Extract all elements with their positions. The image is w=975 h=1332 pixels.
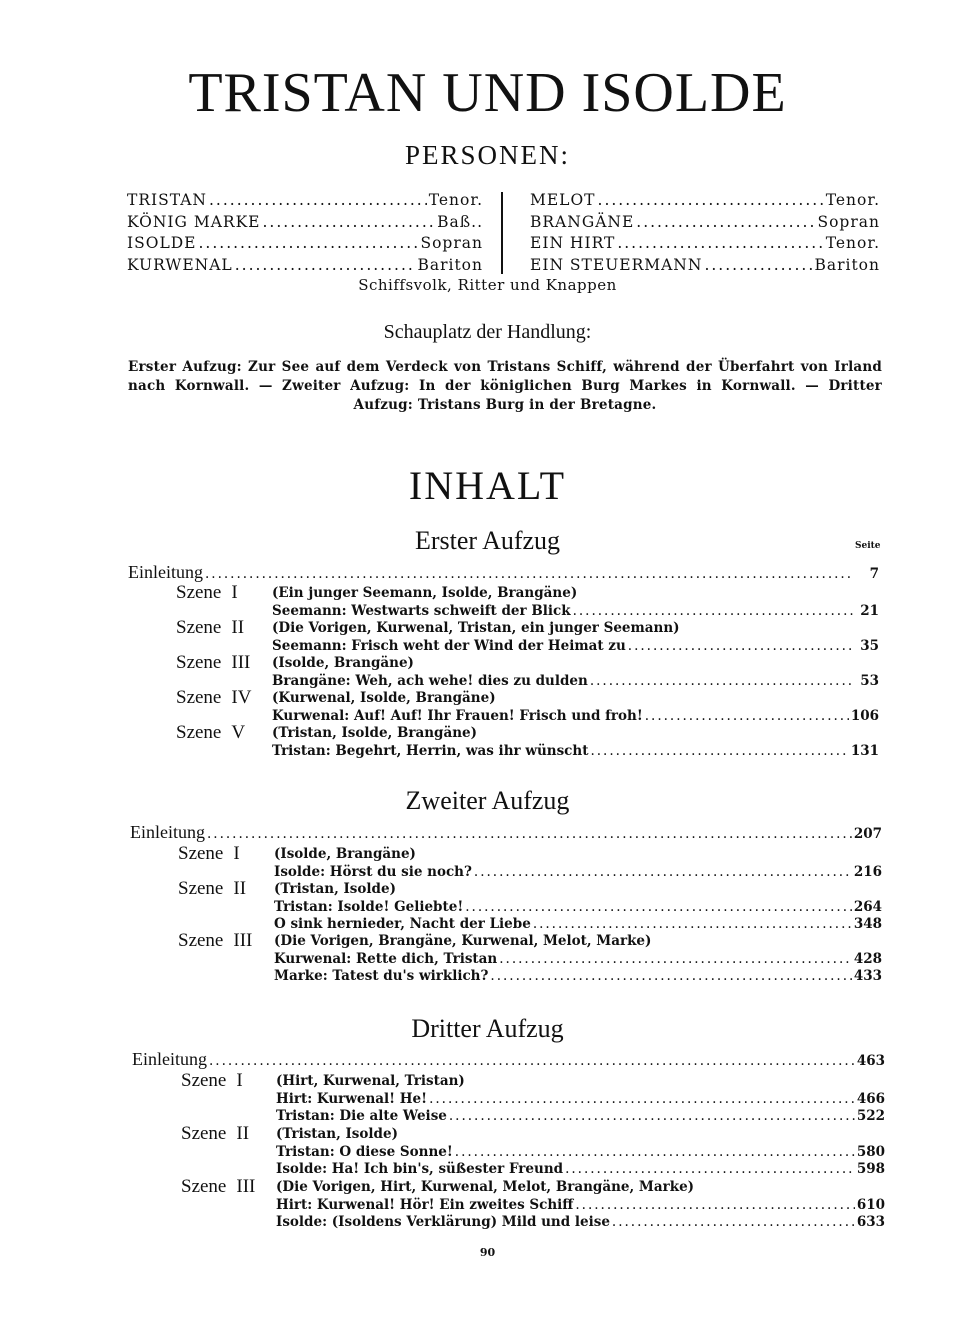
toc-entry bbox=[276, 1197, 885, 1215]
scene-characters: (Ein junger Seemann, Isolde, Brangäne) bbox=[272, 585, 578, 601]
scene-characters: (Tristan, Isolde) bbox=[276, 1126, 398, 1142]
scene-word: Szene bbox=[178, 843, 224, 864]
page-number: 90 bbox=[479, 1246, 496, 1259]
dot-leader bbox=[598, 190, 824, 212]
role-name: MELOT bbox=[530, 191, 596, 209]
cast-row bbox=[530, 212, 880, 234]
entry-text: Kurwenal: Auf! Auf! Ihr Frauen! Frisch und froh! bbox=[272, 707, 643, 724]
toc-entry bbox=[276, 1091, 885, 1109]
page-ref: 348 bbox=[853, 916, 882, 932]
scene-characters: (Isolde, Brangäne) bbox=[274, 846, 416, 862]
dot-leader bbox=[449, 1108, 855, 1124]
entry-text: Isolde: (Isoldens Verklärung) Mild und leise bbox=[276, 1214, 610, 1230]
page-ref: 53 bbox=[860, 672, 879, 689]
dot-leader bbox=[235, 255, 416, 277]
scene-label bbox=[176, 617, 244, 639]
toc-entry bbox=[272, 743, 879, 761]
cast-row bbox=[127, 190, 483, 212]
voice-type: Sopran bbox=[420, 234, 483, 252]
toc-entry bbox=[276, 1144, 885, 1162]
dot-leader bbox=[474, 864, 852, 880]
role-name: ISOLDE bbox=[127, 234, 197, 252]
role-name: KÖNIG MARKE bbox=[127, 212, 261, 231]
entry-text: Hirt: Kurwenal! He! bbox=[276, 1090, 428, 1107]
dot-leader bbox=[590, 743, 848, 759]
page-ref: 106 bbox=[850, 707, 879, 724]
scene-label bbox=[178, 878, 246, 900]
voice-type: Tenor. bbox=[428, 191, 483, 209]
scene-numeral: III bbox=[236, 1176, 256, 1197]
cast-row bbox=[127, 212, 483, 234]
cast-row bbox=[127, 255, 483, 277]
scene-numeral: III bbox=[233, 930, 253, 951]
dot-leader bbox=[617, 233, 823, 255]
page-ref: 131 bbox=[850, 742, 879, 759]
scene-label bbox=[176, 722, 245, 744]
page-ref: 580 bbox=[856, 1143, 885, 1160]
dot-leader bbox=[198, 233, 418, 255]
scene-numeral: II bbox=[231, 617, 245, 638]
page-ref: 633 bbox=[856, 1214, 885, 1230]
opera-title: TRISTAN UND ISOLDE bbox=[188, 62, 787, 124]
dot-leader bbox=[573, 603, 853, 619]
toc-entry bbox=[274, 951, 882, 969]
entry-text: Hirt: Kurwenal! Hör! Ein zweites Schiff bbox=[276, 1196, 574, 1213]
role-name: KURWENAL bbox=[127, 255, 233, 274]
einleitung-label: Einleitung bbox=[130, 822, 205, 842]
scene-characters: (Tristan, Isolde, Brangäne) bbox=[272, 725, 478, 741]
scene-numeral: IV bbox=[231, 687, 252, 708]
dot-leader bbox=[628, 638, 853, 654]
entry-text: Isolde: Ha! Ich bin's, süßester Freund bbox=[276, 1161, 564, 1177]
personen-heading: PERSONEN: bbox=[404, 140, 571, 170]
scene-word: Szene bbox=[176, 722, 222, 743]
einleitung-label: Einleitung bbox=[132, 1049, 207, 1069]
toc-entry bbox=[274, 899, 882, 917]
dot-leader bbox=[209, 1053, 855, 1069]
page-ref: 207 bbox=[853, 826, 882, 842]
einleitung-row bbox=[130, 822, 882, 844]
scene-numeral: I bbox=[231, 582, 238, 603]
scene-label bbox=[181, 1070, 243, 1092]
dot-leader bbox=[490, 968, 851, 984]
scene-characters: (Die Vorigen, Brangäne, Kurwenal, Melot, Marke) bbox=[274, 933, 652, 949]
toc-entry bbox=[274, 968, 882, 986]
scene-characters: (Die Vorigen, Hirt, Kurwenal, Melot, Brangäne, Marke) bbox=[276, 1179, 695, 1195]
page-ref: 264 bbox=[853, 898, 882, 915]
seite-label: Seite bbox=[855, 541, 881, 551]
scene-label bbox=[181, 1123, 249, 1145]
page-ref: 7 bbox=[869, 566, 879, 582]
page-ref: 216 bbox=[853, 863, 882, 880]
dot-leader bbox=[565, 1161, 855, 1177]
entry-text: Brangäne: Weh, ach wehe! dies zu dulden bbox=[272, 672, 588, 689]
voice-type: Bariton bbox=[417, 255, 483, 274]
cast-row bbox=[530, 255, 880, 277]
dot-leader bbox=[704, 255, 812, 277]
scene-label bbox=[178, 843, 240, 865]
dot-leader bbox=[636, 212, 815, 234]
page-ref: 610 bbox=[856, 1196, 885, 1213]
role-name: TRISTAN bbox=[127, 191, 207, 209]
entry-text: Seemann: Westwarts schweift der Blick bbox=[272, 602, 571, 619]
entry-text: Isolde: Hörst du sie noch? bbox=[274, 863, 472, 880]
scene-numeral: III bbox=[231, 652, 251, 673]
entry-text: Tristan: Begehrt, Herrin, was ihr wünscht bbox=[272, 742, 589, 759]
voice-type: Tenor. bbox=[825, 191, 880, 209]
scene-word: Szene bbox=[181, 1176, 227, 1197]
scene-label bbox=[178, 930, 252, 952]
dot-leader bbox=[207, 826, 852, 842]
cast-row bbox=[530, 233, 880, 255]
scene-characters: (Isolde, Brangäne) bbox=[272, 655, 414, 671]
scene-label bbox=[176, 652, 250, 674]
page-ref: 463 bbox=[856, 1053, 885, 1069]
role-name: EIN HIRT bbox=[530, 234, 616, 252]
voice-type: Sopran bbox=[817, 212, 880, 231]
page-ref: 433 bbox=[853, 968, 882, 984]
voice-type: Baß.. bbox=[437, 212, 483, 231]
schauplatz-text: Erster Aufzug: Zur See auf dem Verdeck von Tristans Schiff, während der Überfahrt von Irland nach Kornwall. — Zweiter Aufzug: In der königlichen Burg Markes in Kornwall. — Dritter Aufzug: Tristans Burg in der Bretagne. bbox=[128, 359, 882, 413]
scene-word: Szene bbox=[178, 930, 224, 951]
entry-text: Seemann: Frisch weht der Wind der Heimat zu bbox=[272, 637, 626, 654]
scene-word: Szene bbox=[176, 582, 222, 603]
toc-entry bbox=[272, 638, 879, 656]
act-heading: Erster Aufzug bbox=[414, 526, 561, 555]
scene-numeral: I bbox=[233, 843, 240, 864]
dot-leader bbox=[465, 899, 852, 915]
scene-word: Szene bbox=[181, 1123, 227, 1144]
dot-leader bbox=[612, 1214, 855, 1230]
cast-row bbox=[127, 233, 483, 255]
cast-list-right bbox=[530, 190, 880, 276]
entry-text: Kurwenal: Rette dich, Tristan bbox=[274, 950, 498, 967]
scene-word: Szene bbox=[181, 1070, 227, 1091]
page-ref: 35 bbox=[860, 637, 879, 654]
schauplatz-heading: Schauplatz der Handlung: bbox=[383, 321, 592, 343]
scene-label bbox=[181, 1176, 255, 1198]
scene-numeral: II bbox=[233, 878, 247, 899]
scene-word: Szene bbox=[178, 878, 224, 899]
scene-numeral: I bbox=[236, 1070, 243, 1091]
toc-entry bbox=[274, 916, 882, 934]
entry-text: Marke: Tatest du's wirklich? bbox=[274, 968, 489, 984]
dot-leader bbox=[263, 212, 436, 234]
toc-entry bbox=[272, 673, 879, 691]
chorus-line: Schiffsvolk, Ritter und Knappen bbox=[358, 276, 617, 294]
cast-divider bbox=[501, 192, 503, 274]
toc-entry bbox=[272, 708, 879, 726]
cast-row bbox=[530, 190, 880, 212]
entry-text: O sink hernieder, Nacht der Liebe bbox=[274, 916, 531, 932]
entry-text: Tristan: Die alte Weise bbox=[276, 1108, 447, 1124]
entry-text: Tristan: Isolde! Geliebte! bbox=[274, 898, 464, 915]
einleitung-row bbox=[128, 562, 879, 584]
dot-leader bbox=[455, 1144, 855, 1160]
scene-word: Szene bbox=[176, 617, 222, 638]
scene-characters: (Die Vorigen, Kurwenal, Tristan, ein junger Seemann) bbox=[272, 620, 680, 636]
dot-leader bbox=[499, 951, 852, 967]
entry-text: Tristan: O diese Sonne! bbox=[276, 1143, 453, 1160]
role-name: EIN STEUERMANN bbox=[530, 255, 703, 274]
scene-word: Szene bbox=[176, 652, 222, 673]
dot-leader bbox=[533, 916, 852, 932]
toc-entry bbox=[276, 1214, 885, 1232]
toc-entry bbox=[276, 1161, 885, 1179]
dot-leader bbox=[429, 1091, 855, 1107]
role-name: BRANGÄNE bbox=[530, 212, 635, 231]
dot-leader bbox=[575, 1197, 854, 1213]
toc-entry bbox=[272, 603, 879, 621]
act-heading: Zweiter Aufzug bbox=[405, 786, 570, 815]
scene-numeral: V bbox=[231, 722, 246, 743]
scene-characters: (Hirt, Kurwenal, Tristan) bbox=[276, 1073, 465, 1089]
page-ref: 466 bbox=[856, 1090, 885, 1107]
dot-leader bbox=[209, 190, 427, 212]
toc-entry bbox=[276, 1108, 885, 1126]
page-ref: 522 bbox=[856, 1108, 885, 1124]
voice-type: Tenor. bbox=[825, 234, 880, 252]
toc-entry bbox=[274, 864, 882, 882]
scene-characters: (Tristan, Isolde) bbox=[274, 881, 396, 897]
act-heading: Dritter Aufzug bbox=[411, 1014, 564, 1043]
page-ref: 21 bbox=[860, 602, 879, 619]
voice-type: Bariton bbox=[814, 255, 880, 274]
page-ref: 428 bbox=[853, 950, 882, 967]
page-ref: 598 bbox=[856, 1161, 885, 1177]
dot-leader bbox=[205, 566, 853, 582]
einleitung-label: Einleitung bbox=[128, 562, 203, 582]
dot-leader bbox=[590, 673, 853, 689]
scene-numeral: II bbox=[236, 1123, 250, 1144]
dot-leader bbox=[645, 708, 849, 724]
scene-word: Szene bbox=[176, 687, 222, 708]
einleitung-row bbox=[132, 1049, 885, 1071]
scene-characters: (Kurwenal, Isolde, Brangäne) bbox=[272, 690, 496, 706]
scene-label bbox=[176, 687, 251, 709]
cast-list-left bbox=[127, 190, 483, 276]
inhalt-heading: INHALT bbox=[408, 463, 567, 508]
scene-label bbox=[176, 582, 238, 604]
